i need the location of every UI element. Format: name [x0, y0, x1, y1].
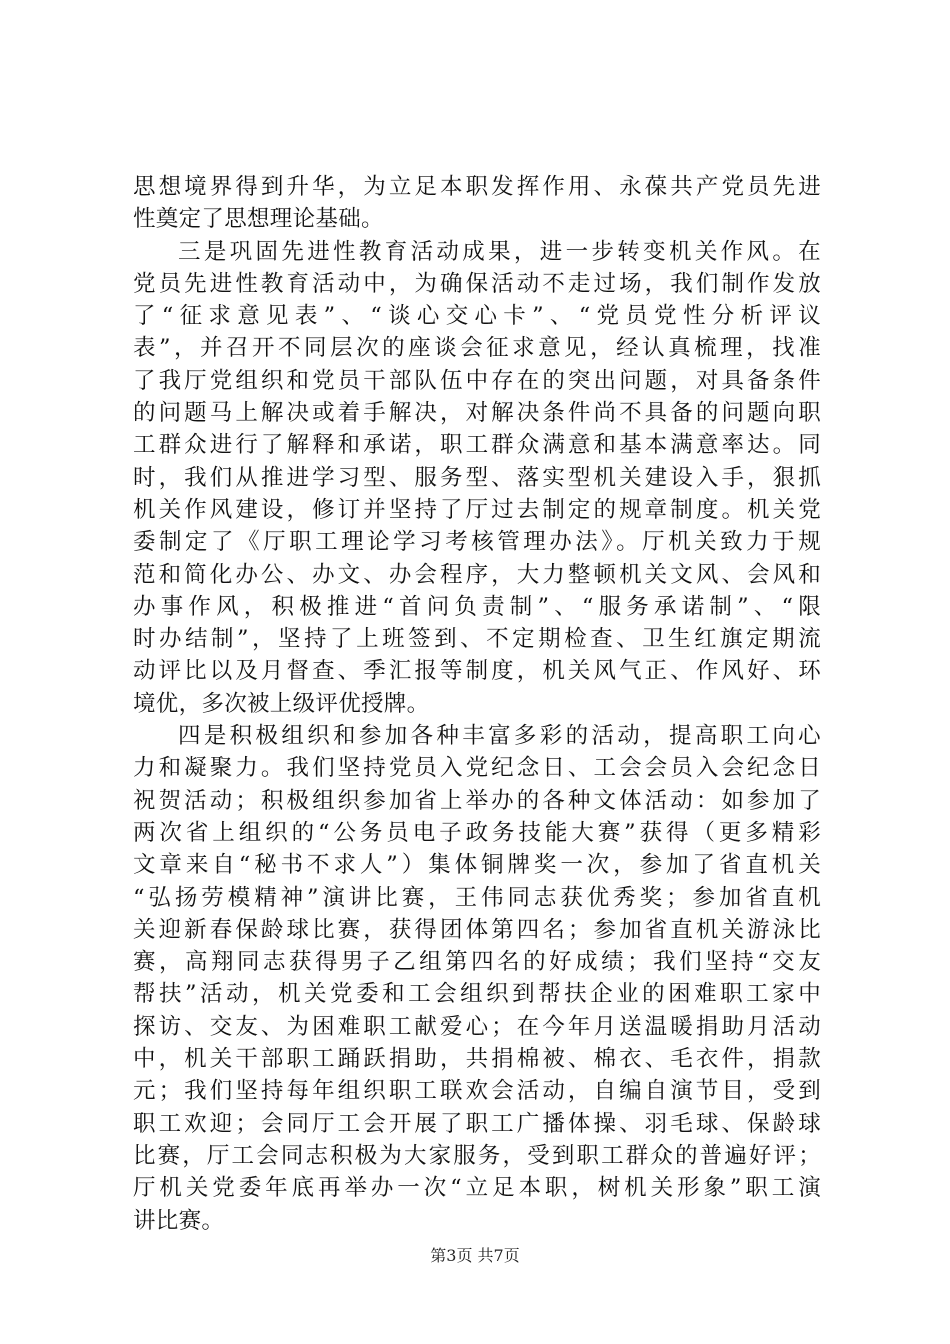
text-line: 探访、交友、为困难职工献爱心；在今年月送温暖捐助月活动: [133, 1013, 821, 1040]
text-line: 比赛，厅工会同志积极为大家服务，受到职工群众的普遍好评；: [133, 1142, 821, 1169]
text-line: 力和凝聚力。我们坚持党员入党纪念日、工会会员入会纪念日: [133, 755, 821, 782]
text-line: 帮扶”活动，机关党委和工会组织到帮扶企业的困难职工家中: [133, 981, 821, 1008]
text-line: “弘扬劳模精神”演讲比赛，王伟同志获优秀奖；参加省直机: [133, 884, 821, 911]
text-line: 委制定了《厅职工理论学习考核管理办法》。厅机关致力于规: [133, 529, 821, 556]
text-line: 职工欢迎；会同厅工会开展了职工广播体操、羽毛球、保龄球: [133, 1110, 821, 1137]
text-line: 中，机关干部职工踊跃捐助，共捐棉被、棉衣、毛衣件，捐款: [133, 1046, 821, 1073]
text-line: 时，我们从推进学习型、服务型、落实型机关建设入手，狠抓: [133, 464, 821, 491]
text-line: 了我厅党组织和党员干部队伍中存在的突出问题，对具备条件: [133, 367, 821, 394]
text-line: 办事作风，积极推进“首问负责制”、“服务承诺制”、“限: [133, 593, 821, 620]
text-line: 了“征求意见表”、“谈心交心卡”、“党员党性分析评议: [133, 303, 821, 330]
text-line: 厅机关党委年底再举办一次“立足本职，树机关形象”职工演: [133, 1175, 821, 1202]
text-line: 元；我们坚持每年组织职工联欢会活动，自编自演节目，受到: [133, 1078, 821, 1105]
text-line: 文章来自“秘书不求人”）集体铜牌奖一次，参加了省直机关: [133, 852, 821, 879]
text-line: 工群众进行了解释和承诺，职工群众满意和基本满意率达。同: [133, 432, 821, 459]
text-line: 赛，高翔同志获得男子乙组第四名的好成绩；我们坚持“交友: [133, 949, 821, 976]
page-number-footer: 第3页 共7页: [430, 1246, 520, 1265]
text-line: 祝贺活动；积极组织参加省上举办的各种文体活动：如参加了: [133, 787, 821, 814]
text-line: 时办结制”，坚持了上班签到、不定期检查、卫生红旗定期流: [133, 626, 821, 653]
body-text: [133, 171, 821, 1237]
text-line: 讲比赛。: [133, 1207, 225, 1234]
text-line: 范和简化办公、办文、办会程序，大力整顿机关文风、会风和: [133, 561, 821, 588]
text-line: 党员先进性教育活动中，为确保活动不走过场，我们制作发放: [133, 270, 821, 297]
text-line: 性奠定了思想理论基础。: [133, 206, 384, 233]
text-line: 动评比以及月督查、季汇报等制度，机关风气正、作风好、环: [133, 658, 821, 685]
text-line: 思想境界得到升华，为立足本职发挥作用、永葆共产党员先进: [133, 174, 821, 200]
text-line: 两次省上组织的“公务员电子政务技能大赛”获得（更多精彩: [133, 819, 821, 846]
text-line: 表”，并召开不同层次的座谈会征求意见，经认真梳理，找准: [133, 335, 821, 362]
text-line: 关迎新春保龄球比赛，获得团体第四名；参加省直机关游泳比: [133, 916, 821, 943]
text-line: 境优，多次被上级评优授牌。: [133, 690, 430, 717]
text-line: 机关作风建设，修订并坚持了厅过去制定的规章制度。机关党: [133, 496, 821, 523]
text-line: 的问题马上解决或着手解决，对解决条件尚不具备的问题向职: [133, 400, 821, 427]
paragraph-start-line: 四是积极组织和参加各种丰富多彩的活动，提高职工向心: [178, 723, 821, 750]
paragraph-start-line: 三是巩固先进性教育活动成果，进一步转变机关作风。在: [178, 238, 821, 265]
